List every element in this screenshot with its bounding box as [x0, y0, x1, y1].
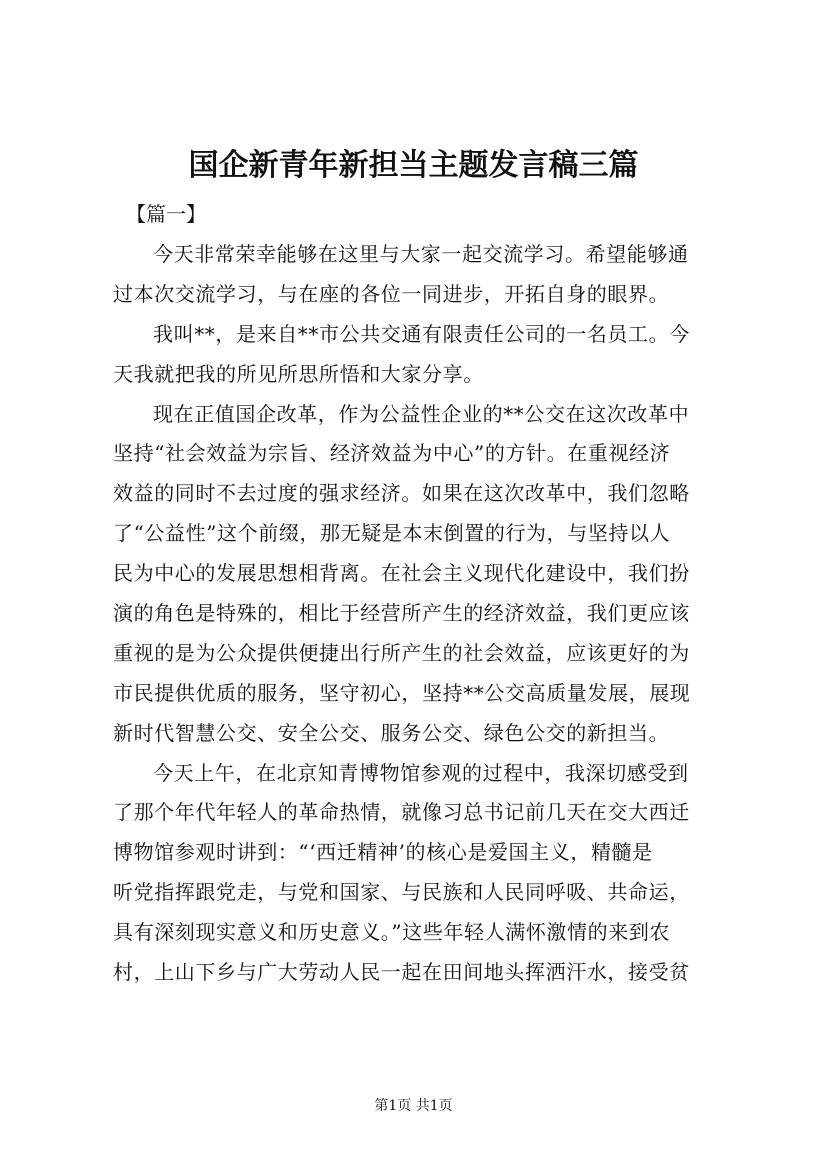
body-line: 了“公益性”这个前缀，那无疑是本末倒置的行为，与坚持以人 — [113, 521, 671, 546]
body-line: 演的角色是特殊的，相比于经营所产生的经济效益，我们更应该 — [113, 601, 690, 626]
body-line: 坚持“社会效益为宗旨、经济效益为中心”的方针。在重视经济 — [113, 441, 671, 466]
body-line: 市民提供优质的服务，坚守初心，坚持**公交高质量发展，展现 — [113, 680, 691, 705]
body-line: 现在正值国企改革，作为公益性企业的**公交在这次改革中 — [153, 401, 690, 426]
body-line: 听党指挥跟党走，与党和国家、与民族和人民同呼吸、共命运， — [113, 880, 690, 905]
body-line: 新时代智慧公交、安全公交、服务公交、绿色公交的新担当。 — [113, 720, 670, 745]
section-heading: 【篇一】 — [126, 202, 206, 226]
page-footer: 第1页 共1页 — [374, 1098, 453, 1114]
body-line: 博物馆参观时讲到：“‘西迁精神’的核心是爱国主义，精髓是 — [113, 840, 653, 865]
body-line: 重视的是为公众提供便捷出行所产生的社会效益，应该更好的为 — [113, 640, 690, 665]
body-line: 民为中心的发展思想相背离。在社会主义现代化建设中，我们扮 — [113, 561, 690, 586]
body-line: 具有深刻现实意义和历史意义。”这些年轻人满怀激情的来到农 — [113, 920, 671, 945]
body-line: 天我就把我的所见所思所悟和大家分享。 — [113, 361, 484, 386]
body-line: 村，上山下乡与广大劳动人民一起在田间地头挥洒汗水，接受贫 — [113, 960, 690, 985]
body-line: 效益的同时不去过度的强求经济。如果在这次改革中，我们忽略 — [113, 481, 690, 506]
body-line: 了那个年代年轻人的革命热情，就像习总书记前几天在交大西迁 — [113, 800, 690, 825]
body-line: 过本次交流学习，与在座的各位一同进步，开拓自身的眼界。 — [113, 281, 670, 306]
body-line: 我叫**，是来自**市公共交通有限责任公司的一名员工。今 — [153, 321, 690, 346]
document-title: 国企新青年新担当主题发言稿三篇 — [188, 148, 639, 183]
document-body — [113, 235, 723, 993]
body-line: 今天上午，在北京知青博物馆参观的过程中，我深切感受到 — [153, 760, 689, 785]
body-line: 今天非常荣幸能够在这里与大家一起交流学习。希望能够通 — [153, 242, 689, 266]
